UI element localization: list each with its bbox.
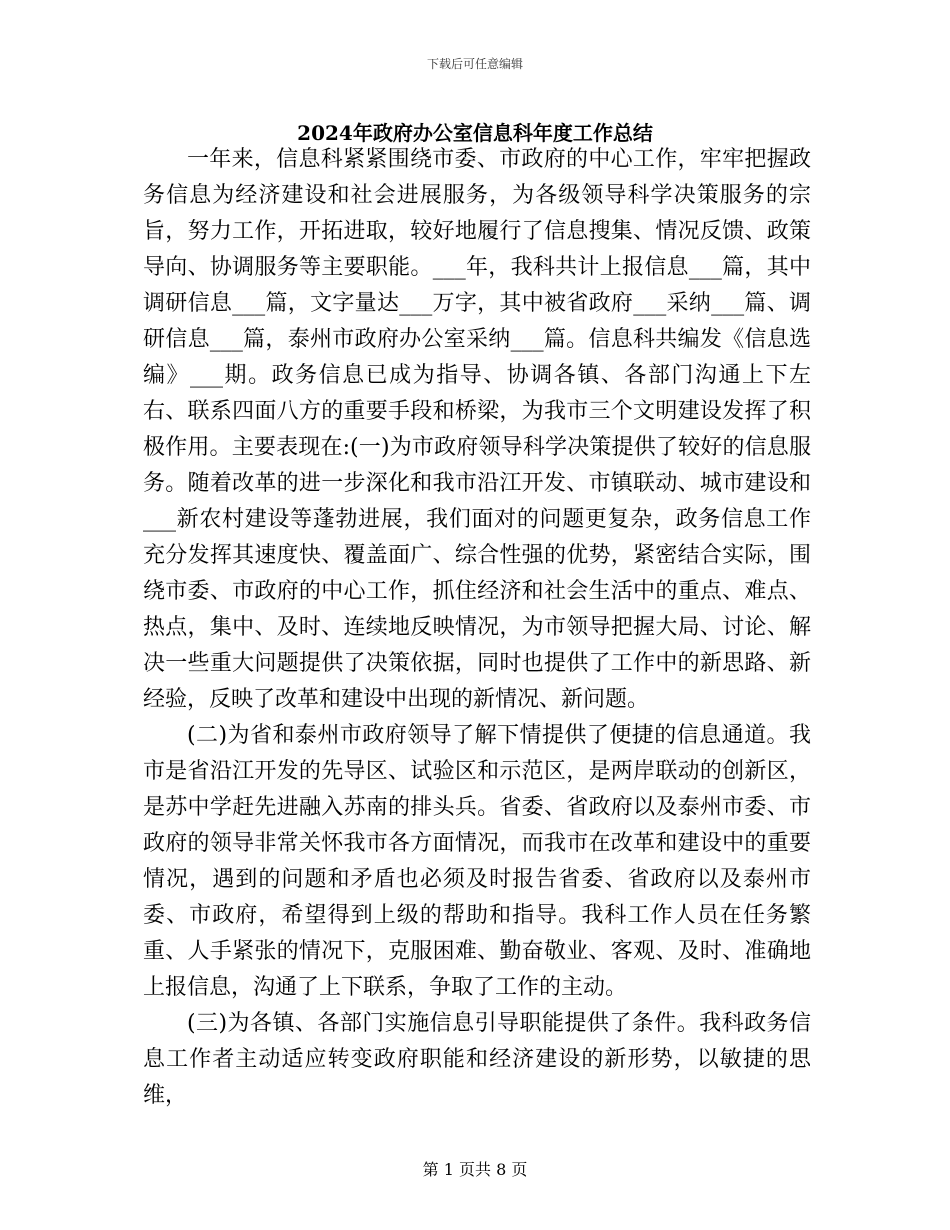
- paragraph-3: (三)为各镇、各部门实施信息引导职能提供了条件。我科政务信息工作者主动适应转变政府职能和经济建设的新形势，以敏捷的思维，: [143, 1011, 811, 1108]
- page-footer: 第 1 页共 8 页: [422, 1160, 528, 1179]
- document-title: 2024年政府办公室信息科年度工作总结: [297, 121, 653, 145]
- paragraph-1: 一年来，信息科紧紧围绕市委、市政府的中心工作，牢牢把握政务信息为经济建设和社会进展服务，为各级领导科学决策服务的宗旨，努力工作，开拓进取，较好地履行了信息搜集、情况反馈、政策导向、协调服务等主要职能。___年，我科共计上报信息___篇，其中调研信息___篇，文字量达___万字，其中被省政府___采纳___篇、调研信息___篇，泰州市政府办公室采纳___篇。信息科共编发《信息选编》___期。政务信息已成为指导、协调各镇、各部门沟通上下左右、联系四面八方的重要手段和桥梁，为我市三个文明建设发挥了积极作用。主要表现在:(一)为市政府领导科学决策提供了较好的信息服务。随着改革的进一步深化和我市沿江开发、市镇联动、城市建设和___新农村建设等蓬勃进展，我们面对的问题更复杂，政务信息工作充分发挥其速度快、覆盖面广、综合性强的优势，紧密结合实际，围绕市委、市政府的中心工作，抓住经济和社会生活中的重点、难点、热点，集中、及时、连续地反映情况，为市领导把握大局、讨论、解决一些重大问题提供了决策依据，同时也提供了工作中的新思路、新经验，反映了改革和建设中出现的新情况、新问题。: [143, 147, 811, 712]
- document-body: [143, 142, 811, 1114]
- paragraph-2: (二)为省和泰州市政府领导了解下情提供了便捷的信息通道。我市是省沿江开发的先导区、试验区和示范区，是两岸联动的创新区，是苏中学赶先进融入苏南的排头兵。省委、省政府以及泰州市委、市政府的领导非常关怀我市各方面情况，而我市在改革和建设中的重要情况，遇到的问题和矛盾也必须及时报告省委、省政府以及泰州市委、市政府，希望得到上级的帮助和指导。我科工作人员在任务繁重、人手紧张的情况下，克服困难、勤奋敬业、客观、及时、准确地上报信息，沟通了上下联系，争取了工作的主动。: [143, 723, 811, 1000]
- page-header: 下载后可任意编辑: [426, 57, 523, 71]
